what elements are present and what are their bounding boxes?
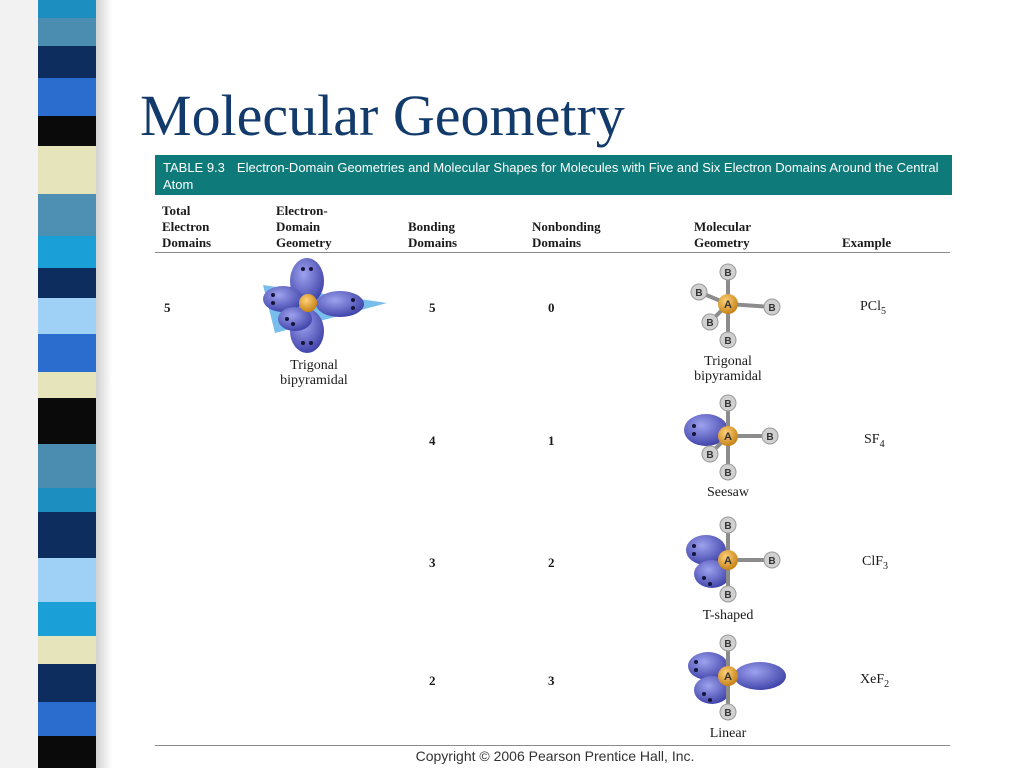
- trigonal-bipyramidal-molecule-diagram: [685, 262, 785, 350]
- table-caption-bar: [155, 155, 952, 195]
- example-cell-row3: ClF$_3$: [862, 554, 889, 572]
- atom-b-label: B: [766, 432, 774, 443]
- nonbonding-cell-row2: 1: [548, 433, 555, 448]
- col-header-electron-domain-geometry: Electron- Domain Geometry: [276, 203, 332, 250]
- example-cell-row1: PCl$_5$: [860, 299, 887, 317]
- table-number: TABLE 9.3: [163, 160, 225, 175]
- atom-b-label: B: [724, 708, 732, 719]
- col-header-example: Example: [842, 235, 892, 250]
- atom-b-label: B: [706, 318, 714, 329]
- bonding-cell-row3: 3: [429, 555, 436, 570]
- atom-b-label: B: [724, 268, 732, 279]
- col-header-total: Total Electron Domains: [162, 203, 212, 250]
- atom-b-label: B: [724, 521, 732, 532]
- bonding-cell-row2: 4: [429, 433, 436, 448]
- copyright-notice: Copyright © 2006 Pearson Prentice Hall, Inc.: [415, 748, 695, 764]
- atom-b-label: B: [724, 468, 732, 479]
- bonding-cell-row1: 5: [429, 300, 436, 315]
- linear-molecule-diagram: [680, 634, 790, 722]
- atom-a-label: A: [724, 431, 732, 443]
- shape-caption-row4: Linear: [709, 726, 747, 741]
- trigonal-bipyramidal-electron-domain-illustration: [255, 255, 395, 355]
- edg-caption: Trigonal bipyramidal: [280, 358, 348, 388]
- shape-caption-row1: Trigonal bipyramidal: [694, 354, 762, 384]
- bonding-cell-row4: 2: [429, 673, 436, 688]
- col-header-molecular-geometry: Molecular Geometry: [694, 219, 752, 250]
- atom-b-label: B: [706, 450, 714, 461]
- shape-caption-row2: Seesaw: [707, 485, 749, 500]
- atom-b-label: B: [724, 639, 732, 650]
- atom-a-label: A: [724, 555, 732, 567]
- atom-b-label: B: [724, 590, 732, 601]
- header-rule: [155, 252, 950, 253]
- example-cell-row4: XeF$_2$: [860, 672, 890, 690]
- atom-b-label: B: [724, 336, 732, 347]
- table-caption: Electron-Domain Geometries and Molecular Shapes for Molecules with Five and Six Electron Domains Around the Central Atom: [163, 160, 939, 192]
- atom-b-label: B: [695, 288, 703, 299]
- t-shaped-molecule-diagram: [680, 516, 790, 604]
- example-cell-row2: $SF_4$: [864, 432, 885, 450]
- atom-b-label: B: [768, 303, 776, 314]
- stripe-shadow: [96, 0, 112, 768]
- nonbonding-cell-row4: 3: [548, 673, 555, 688]
- atom-a-label: A: [724, 299, 732, 311]
- total-domains-cell: 5: [164, 300, 171, 315]
- seesaw-molecule-diagram: [680, 394, 790, 482]
- atom-b-label: B: [724, 399, 732, 410]
- shape-caption-row3: T-shaped: [702, 608, 754, 623]
- atom-b-label: B: [768, 556, 776, 567]
- nonbonding-cell-row1: 0: [548, 300, 555, 315]
- slide-title: Molecular Geometry: [140, 83, 625, 148]
- col-header-bonding: Bonding Domains: [408, 219, 458, 250]
- bottom-rule: [155, 745, 950, 746]
- atom-a-label: A: [724, 671, 732, 683]
- col-header-nonbonding: Nonbonding Domains: [532, 219, 601, 250]
- nonbonding-cell-row3: 2: [548, 555, 555, 570]
